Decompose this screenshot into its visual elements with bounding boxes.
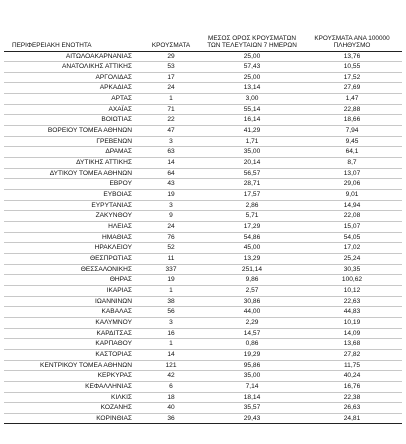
cell-avg7: 251,14 bbox=[202, 264, 302, 275]
table-row bbox=[4, 211, 402, 222]
table-row bbox=[4, 94, 402, 105]
header-row bbox=[4, 20, 402, 51]
table-row bbox=[4, 62, 402, 73]
cell-avg7: 30,86 bbox=[202, 296, 302, 307]
cell-cases: 24 bbox=[140, 83, 202, 94]
cell-per100k: 100,62 bbox=[302, 275, 402, 286]
cell-avg7: 19,29 bbox=[202, 349, 302, 360]
cell-cases: 76 bbox=[140, 232, 202, 243]
cell-avg7: 95,86 bbox=[202, 360, 302, 371]
cell-avg7: 16,14 bbox=[202, 115, 302, 126]
cell-per100k: 16,76 bbox=[302, 381, 402, 392]
table-row bbox=[4, 317, 402, 328]
cell-cases: 17 bbox=[140, 72, 202, 83]
cell-cases: 3 bbox=[140, 200, 202, 211]
cell-cases: 3 bbox=[140, 136, 202, 147]
table-row bbox=[4, 115, 402, 126]
cell-avg7: 18,14 bbox=[202, 392, 302, 403]
cell-avg7: 3,00 bbox=[202, 94, 302, 105]
cell-region: ΑΝΑΤΟΛΙΚΗΣ ΑΤΤΙΚΗΣ bbox=[4, 62, 140, 73]
cell-avg7: 2,57 bbox=[202, 285, 302, 296]
cell-per100k: 17,52 bbox=[302, 72, 402, 83]
cell-region: ΚΟΡΙΝΘΙΑΣ bbox=[4, 413, 140, 424]
cell-avg7: 45,00 bbox=[202, 243, 302, 254]
table-row bbox=[4, 371, 402, 382]
header-avg7: ΜΕΣΟΣ ΟΡΟΣ ΚΡΟΥΣΜΑΤΩΝ ΤΩΝ ΤΕΛΕΥΤΑΙΩΝ 7 ΗΜΕΡΩΝ bbox=[202, 20, 302, 51]
cell-region: ΗΛΕΙΑΣ bbox=[4, 222, 140, 233]
cell-avg7: 2,86 bbox=[202, 200, 302, 211]
cell-cases: 14 bbox=[140, 349, 202, 360]
cell-cases: 47 bbox=[140, 126, 202, 137]
cell-per100k: 14,94 bbox=[302, 200, 402, 211]
cell-per100k: 7,94 bbox=[302, 126, 402, 137]
cell-avg7: 35,00 bbox=[202, 147, 302, 158]
table-row bbox=[4, 403, 402, 414]
cell-region: ΚΕΡΚΥΡΑΣ bbox=[4, 371, 140, 382]
table-row bbox=[4, 190, 402, 201]
table-row bbox=[4, 168, 402, 179]
cell-region: ΚΕΦΑΛΛΗΝΙΑΣ bbox=[4, 381, 140, 392]
cell-cases: 42 bbox=[140, 371, 202, 382]
cell-avg7: 1,71 bbox=[202, 136, 302, 147]
table-row bbox=[4, 158, 402, 169]
cell-cases: 43 bbox=[140, 179, 202, 190]
table-row bbox=[4, 349, 402, 360]
cell-cases: 121 bbox=[140, 360, 202, 371]
table-row bbox=[4, 179, 402, 190]
table-row bbox=[4, 126, 402, 137]
cell-region: ΚΕΝΤΡΙΚΟΥ ΤΟΜΕΑ ΑΘΗΝΩΝ bbox=[4, 360, 140, 371]
cell-region: ΑΡΓΟΛΙΔΑΣ bbox=[4, 72, 140, 83]
cell-region: ΑΙΤΩΛΟΑΚΑΡΝΑΝΙΑΣ bbox=[4, 51, 140, 62]
cell-per100k: 26,63 bbox=[302, 403, 402, 414]
cell-region: ΔΥΤΙΚΟΥ ΤΟΜΕΑ ΑΘΗΝΩΝ bbox=[4, 168, 140, 179]
cell-region: ΒΟΡΕΙΟΥ ΤΟΜΕΑ ΑΘΗΝΩΝ bbox=[4, 126, 140, 137]
cell-per100k: 27,69 bbox=[302, 83, 402, 94]
table-row bbox=[4, 232, 402, 243]
cell-per100k: 64,1 bbox=[302, 147, 402, 158]
table-row bbox=[4, 339, 402, 350]
cell-per100k: 13,07 bbox=[302, 168, 402, 179]
cell-region: ΙΚΑΡΙΑΣ bbox=[4, 285, 140, 296]
cell-cases: 18 bbox=[140, 392, 202, 403]
cell-region: ΔΡΑΜΑΣ bbox=[4, 147, 140, 158]
cell-avg7: 17,57 bbox=[202, 190, 302, 201]
cell-avg7: 7,14 bbox=[202, 381, 302, 392]
cell-avg7: 35,57 bbox=[202, 403, 302, 414]
cell-per100k: 25,24 bbox=[302, 253, 402, 264]
cell-per100k: 44,83 bbox=[302, 307, 402, 318]
cell-per100k: 14,09 bbox=[302, 328, 402, 339]
cell-cases: 19 bbox=[140, 190, 202, 201]
cell-avg7: 13,29 bbox=[202, 253, 302, 264]
cell-avg7: 56,57 bbox=[202, 168, 302, 179]
cell-avg7: 29,43 bbox=[202, 413, 302, 424]
cell-avg7: 25,00 bbox=[202, 51, 302, 62]
cell-per100k: 22,38 bbox=[302, 392, 402, 403]
cell-per100k: 24,81 bbox=[302, 413, 402, 424]
cell-cases: 9 bbox=[140, 211, 202, 222]
cell-cases: 1 bbox=[140, 285, 202, 296]
cell-cases: 6 bbox=[140, 381, 202, 392]
table-row bbox=[4, 72, 402, 83]
cell-cases: 14 bbox=[140, 158, 202, 169]
cell-per100k: 17,02 bbox=[302, 243, 402, 254]
cell-region: ΗΜΑΘΙΑΣ bbox=[4, 232, 140, 243]
table-row bbox=[4, 253, 402, 264]
cell-region: ΚΑΛΥΜΝΟΥ bbox=[4, 317, 140, 328]
cell-cases: 53 bbox=[140, 62, 202, 73]
cell-avg7: 44,00 bbox=[202, 307, 302, 318]
cell-cases: 11 bbox=[140, 253, 202, 264]
cell-region: ΚΑΡΠΑΘΟΥ bbox=[4, 339, 140, 350]
cell-cases: 1 bbox=[140, 339, 202, 350]
cell-avg7: 55,14 bbox=[202, 104, 302, 115]
cell-region: ΔΥΤΙΚΗΣ ΑΤΤΙΚΗΣ bbox=[4, 158, 140, 169]
regional-cases-table bbox=[4, 20, 402, 424]
cell-per100k: 9,45 bbox=[302, 136, 402, 147]
cell-cases: 56 bbox=[140, 307, 202, 318]
cell-cases: 38 bbox=[140, 296, 202, 307]
table-row bbox=[4, 83, 402, 94]
cell-avg7: 54,86 bbox=[202, 232, 302, 243]
table-body bbox=[4, 51, 402, 424]
table-row bbox=[4, 200, 402, 211]
table-row bbox=[4, 136, 402, 147]
cell-region: ΚΑΣΤΟΡΙΑΣ bbox=[4, 349, 140, 360]
cell-region: ΒΟΙΩΤΙΑΣ bbox=[4, 115, 140, 126]
cell-avg7: 35,00 bbox=[202, 371, 302, 382]
table-row bbox=[4, 147, 402, 158]
cell-avg7: 20,14 bbox=[202, 158, 302, 169]
cell-avg7: 2,29 bbox=[202, 317, 302, 328]
cell-region: ΓΡΕΒΕΝΩΝ bbox=[4, 136, 140, 147]
table-row bbox=[4, 307, 402, 318]
cell-region: ΕΒΡΟΥ bbox=[4, 179, 140, 190]
table-row bbox=[4, 392, 402, 403]
cell-per100k: 10,55 bbox=[302, 62, 402, 73]
cell-avg7: 0,86 bbox=[202, 339, 302, 350]
table-row bbox=[4, 275, 402, 286]
table-row bbox=[4, 104, 402, 115]
cell-region: ΚΑΡΔΙΤΣΑΣ bbox=[4, 328, 140, 339]
header-per100k: ΚΡΟΥΣΜΑΤΑ ΑΝΑ 100000 ΠΛΗΘΥΣΜΟ bbox=[302, 20, 402, 51]
table-row bbox=[4, 413, 402, 424]
cell-avg7: 41,29 bbox=[202, 126, 302, 137]
header-region: ΠΕΡΙΦΕΡΕΙΑΚΗ ΕΝΟΤΗΤΑ bbox=[4, 20, 140, 51]
cell-region: ΘΕΣΠΡΩΤΙΑΣ bbox=[4, 253, 140, 264]
cell-per100k: 13,68 bbox=[302, 339, 402, 350]
header-cases: ΚΡΟΥΣΜΑΤΑ bbox=[140, 20, 202, 51]
cell-per100k: 29,06 bbox=[302, 179, 402, 190]
cell-per100k: 22,88 bbox=[302, 104, 402, 115]
cell-cases: 3 bbox=[140, 317, 202, 328]
cell-cases: 19 bbox=[140, 275, 202, 286]
cell-cases: 24 bbox=[140, 222, 202, 233]
cell-avg7: 28,71 bbox=[202, 179, 302, 190]
cell-region: ΕΥΡΥΤΑΝΙΑΣ bbox=[4, 200, 140, 211]
cell-region: ΕΥΒΟΙΑΣ bbox=[4, 190, 140, 201]
cell-cases: 71 bbox=[140, 104, 202, 115]
cell-avg7: 57,43 bbox=[202, 62, 302, 73]
cell-region: ΘΗΡΑΣ bbox=[4, 275, 140, 286]
cell-per100k: 13,76 bbox=[302, 51, 402, 62]
cell-avg7: 5,71 bbox=[202, 211, 302, 222]
cell-avg7: 9,86 bbox=[202, 275, 302, 286]
cell-region: ΚΙΛΚΙΣ bbox=[4, 392, 140, 403]
table-header bbox=[4, 20, 402, 51]
table-row bbox=[4, 360, 402, 371]
cell-region: ΗΡΑΚΛΕΙΟΥ bbox=[4, 243, 140, 254]
cell-per100k: 22,63 bbox=[302, 296, 402, 307]
cell-per100k: 22,08 bbox=[302, 211, 402, 222]
cell-region: ΑΡΚΑΔΙΑΣ bbox=[4, 83, 140, 94]
cell-cases: 63 bbox=[140, 147, 202, 158]
cell-region: ΙΩΑΝΝΙΝΩΝ bbox=[4, 296, 140, 307]
table-row bbox=[4, 222, 402, 233]
cell-avg7: 17,29 bbox=[202, 222, 302, 233]
cell-per100k: 54,05 bbox=[302, 232, 402, 243]
cell-avg7: 13,14 bbox=[202, 83, 302, 94]
cell-cases: 16 bbox=[140, 328, 202, 339]
cell-cases: 40 bbox=[140, 403, 202, 414]
cell-cases: 36 bbox=[140, 413, 202, 424]
cell-per100k: 40,24 bbox=[302, 371, 402, 382]
cell-avg7: 14,57 bbox=[202, 328, 302, 339]
cell-region: ΑΡΤΑΣ bbox=[4, 94, 140, 105]
cell-per100k: 30,35 bbox=[302, 264, 402, 275]
cell-per100k: 10,12 bbox=[302, 285, 402, 296]
table-row bbox=[4, 381, 402, 392]
cell-cases: 337 bbox=[140, 264, 202, 275]
cell-region: ΘΕΣΣΑΛΟΝΙΚΗΣ bbox=[4, 264, 140, 275]
cell-cases: 22 bbox=[140, 115, 202, 126]
cell-cases: 64 bbox=[140, 168, 202, 179]
cell-cases: 29 bbox=[140, 51, 202, 62]
table-row bbox=[4, 328, 402, 339]
cell-cases: 52 bbox=[140, 243, 202, 254]
cell-region: ΚΑΒΑΛΑΣ bbox=[4, 307, 140, 318]
cell-per100k: 15,07 bbox=[302, 222, 402, 233]
cell-per100k: 1,47 bbox=[302, 94, 402, 105]
cell-per100k: 27,82 bbox=[302, 349, 402, 360]
cell-per100k: 10,19 bbox=[302, 317, 402, 328]
cell-region: ΑΧΑΪΑΣ bbox=[4, 104, 140, 115]
table-row bbox=[4, 296, 402, 307]
cell-avg7: 25,00 bbox=[202, 72, 302, 83]
table-row bbox=[4, 285, 402, 296]
cell-per100k: 8,7 bbox=[302, 158, 402, 169]
cell-cases: 1 bbox=[140, 94, 202, 105]
table-row bbox=[4, 243, 402, 254]
cell-region: ΚΟΖΑΝΗΣ bbox=[4, 403, 140, 414]
cell-per100k: 11,75 bbox=[302, 360, 402, 371]
cell-per100k: 9,01 bbox=[302, 190, 402, 201]
table-row bbox=[4, 264, 402, 275]
table-row bbox=[4, 51, 402, 62]
cell-per100k: 18,66 bbox=[302, 115, 402, 126]
cell-region: ΖΑΚΥΝΘΟΥ bbox=[4, 211, 140, 222]
